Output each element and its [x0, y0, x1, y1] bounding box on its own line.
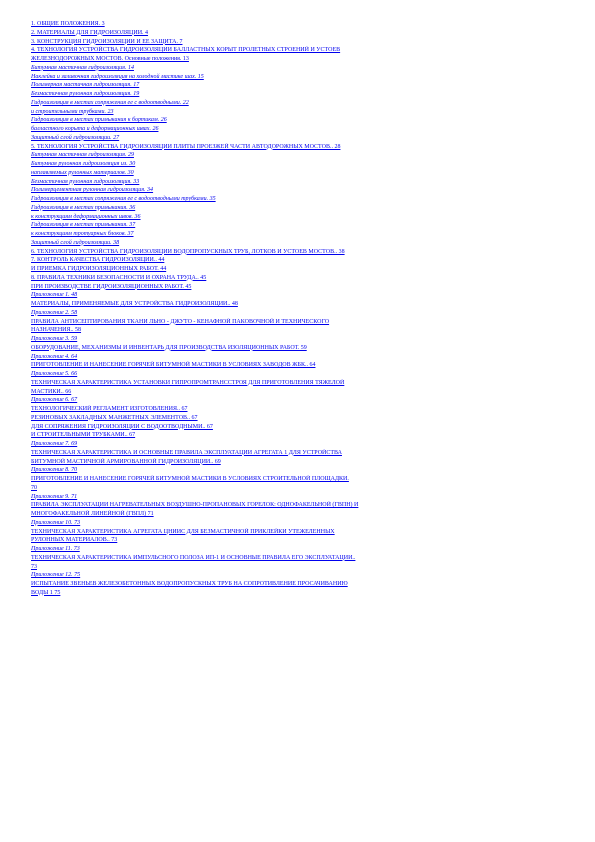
toc-entry — [31, 466, 571, 475]
toc-section-link[interactable]: ПРИГОТОВЛЕНИЕ И НАНЕСЕНИЕ ГОРЯЧЕЙ БИТУМНОЙ МАСТИКИ В УСЛОВИЯХ СТРОИТЕЛЬНОЙ ПЛОЩАДКИ. — [31, 476, 349, 482]
toc-subsection-link[interactable]: Приложение 3. 59 — [31, 336, 78, 342]
toc-entry — [31, 414, 571, 423]
toc-subsection-link[interactable]: Приложение 12. 75 — [31, 572, 81, 579]
toc-section-link[interactable]: МАТЕРИАЛЫ, ПРИМЕНЯЕМЫЕ ДЛЯ УСТРОЙСТВА ГИДРОИЗОЛЯЦИИ.. 48 — [31, 301, 238, 307]
toc-subsection-link[interactable]: Наклейка и заливочная гидроизоляция на холодной мастике шах. 15 — [31, 73, 204, 80]
toc-subsection-link[interactable]: к конструкциям деформационных швов. 36 — [31, 213, 141, 220]
toc-section-link[interactable]: 7. КОНТРОЛЬ КАЧЕСТВА ГИДРОИЗОЛЯЦИИ.. 44 — [31, 257, 165, 264]
toc-entry — [31, 309, 571, 318]
toc-entry — [31, 178, 571, 187]
toc-section-link[interactable]: БИТУМНОЙ МАСТИЧНОЙ АРМИРОВАННОЙ ГИДРОИЗОЛЯЦИИ.. 69 — [31, 458, 221, 465]
toc-subsection-link[interactable]: и строительными трубками. 23 — [31, 108, 114, 115]
toc-entry — [31, 589, 571, 598]
toc-subsection-link[interactable]: Приложение 11. 73 — [31, 546, 80, 552]
toc-subsection-link[interactable]: Приложение 5. 66 — [31, 371, 78, 377]
toc-section-link[interactable]: РЕЗИНОВЫХ ЗАКЛАДНЫХ МАНЖЕТНЫХ ЭЛЕМЕНТОВ.. 67 — [31, 414, 198, 421]
toc-subsection-link[interactable]: Приложение 10. 73 — [31, 519, 81, 526]
toc-section-link[interactable]: ПРИГОТОВЛЕНИЕ И НАНЕСЕНИЕ ГОРЯЧЕЙ БИТУМНОЙ МАСТИКИ В УСЛОВИЯХ ЗАВОДОВ ЖБК.. 64 — [31, 362, 316, 369]
toc-section-link[interactable]: 4. ТЕХНОЛОГИЯ УСТРОЙСТВА ГИДРОИЗОЛЯЦИИ БАЛЛАСТНЫХ КОРЫТ ПРОЛЕТНЫХ СТРОЕНИЙ И УСТОЕВ — [31, 47, 341, 54]
toc-entry — [31, 379, 571, 388]
toc-subsection-link[interactable]: Гидроизоляция в местах сопряжения ее с водоотводными трубками. 35 — [31, 196, 216, 202]
toc-entry — [31, 55, 571, 64]
toc-entry — [31, 396, 571, 405]
toc-entry — [31, 256, 571, 265]
toc-entry — [31, 353, 571, 362]
toc-section-link[interactable]: ТЕХНИЧЕСКАЯ ХАРАКТЕРИСТИКА АГРЕГАТА ЦНИИС ДЛЯ БЕЗМАСТИЧНОЙ ПРИКЛЕЙКИ УТЕЖЕЛЕННЫХ — [31, 528, 335, 535]
toc-section-link[interactable]: ТЕХНИЧЕСКАЯ ХАРАКТЕРИСТИКА ИМПУЛЬСНОГО ПОЛОЗА ИП-1 И ОСНОВНЫЕ ПРАВИЛА ЕГО ЭКСПЛУАТАЦИИ.. — [31, 554, 356, 561]
toc-entry — [31, 20, 571, 29]
toc-entry — [31, 501, 571, 510]
toc-subsection-link[interactable]: Защитный слой гидроизоляции. 38 — [31, 239, 120, 246]
toc-section-link[interactable]: ОБОРУДОВАНИЕ, МЕХАНИЗМЫ И ИНВЕНТАРЬ ДЛЯ ПРОИЗВОДСТВА ИЗОЛЯЦИОННЫХ РАБОТ. 59 — [31, 344, 307, 351]
toc-entry — [31, 90, 571, 99]
toc-entry — [31, 64, 571, 73]
toc-entry — [31, 160, 571, 169]
toc-section-link[interactable]: ПРАВИЛА АНТИСЕПТИРОВАНИЯ ТКАНИ ЛЬНО - ДЖУТО - КЕНАФНОЙ ПАКОВОЧНОЙ И ТЕХНИЧЕСКОГО — [31, 318, 330, 325]
toc-section-link[interactable]: ПРАВИЛА ЭКСПЛУАТАЦИИ НАГРЕВАТЕЛЬНЫХ ВОЗДУШНО-ПРОПАНОВЫХ ГОРЕЛОК: ОДНОФАКЕЛЬНОЙ (ГВПН) И — [31, 502, 359, 509]
toc-subsection-link[interactable]: Приложение 6. 67 — [31, 397, 78, 404]
toc-subsection-link[interactable]: Защитный слой гидроизоляции. 27 — [31, 134, 120, 141]
toc-subsection-link[interactable]: Полимерцементная рулонная гидроизоляция. 34 — [31, 187, 154, 194]
toc-section-link[interactable]: 2. МАТЕРИАЛЫ ДЛЯ ГИДРОИЗОЛЯЦИИ. 4 — [31, 29, 149, 36]
toc-entry — [31, 108, 571, 117]
toc-subsection-link[interactable]: Полимерная мастичная гидроизоляция. 17 — [31, 82, 140, 89]
toc-section-link[interactable]: 8. ПРАВИЛА ТЕХНИКИ БЕЗОПАСНОСТИ И ОХРАНА ТРУДА.. 45 — [31, 274, 207, 281]
toc-subsection-link[interactable]: Гидроизоляция в местах примыкания. 36 — [31, 204, 136, 211]
toc-entry — [31, 580, 571, 589]
toc-section-link[interactable]: 3. КОНСТРУКЦИЯ ГИДРОИЗОЛЯЦИИ И ЕЕ ЗАЩИТА. 7 — [31, 38, 183, 45]
toc-entry — [31, 99, 571, 108]
toc-entry — [31, 361, 571, 370]
toc-entry — [31, 519, 571, 528]
toc-entry — [31, 326, 571, 335]
toc-subsection-link[interactable]: Приложение 8. 70 — [31, 467, 78, 474]
toc-entry — [31, 475, 571, 484]
toc-entry — [31, 230, 571, 239]
toc-section-link[interactable]: НАЗНАЧЕНИЯ.. 58 — [31, 327, 82, 334]
toc-section-link[interactable]: ИСПЫТАНИЕ ЗВЕНЬЕВ ЖЕЛЕЗОБЕТОННЫХ ВОДОПРОПУСКНЫХ ТРУБ НА СОПРОТИВЛЕНИЕ ПРОСАЧИВАНИЮ — [31, 581, 348, 587]
toc-section-link[interactable]: И ПРИЕМКА ГИДРОИЗОЛЯЦИОННЫХ РАБОТ. 44 — [31, 266, 167, 272]
toc-entry — [31, 528, 571, 537]
toc-subsection-link[interactable]: Битумная мастичная гидроизоляция. 29 — [31, 152, 134, 159]
table-of-contents — [31, 20, 571, 598]
toc-entry — [31, 38, 571, 47]
toc-entry — [31, 440, 571, 449]
toc-entry — [31, 248, 571, 257]
toc-subsection-link[interactable]: Гидроизоляция в местах сопряжения ее с водоотводными. 22 — [31, 99, 189, 106]
toc-entry — [31, 563, 571, 572]
toc-entry — [31, 571, 571, 580]
toc-entry — [31, 510, 571, 519]
toc-subsection-link[interactable]: Безмастичная рулонная гидроизоляция. 19 — [31, 91, 140, 97]
toc-entry — [31, 545, 571, 554]
toc-section-link[interactable]: 73 — [31, 563, 37, 570]
toc-subsection-link[interactable]: балластного корыта и деформационных швах. 26 — [31, 126, 159, 132]
toc-entry — [31, 125, 571, 134]
toc-section-link[interactable]: 6. ТЕХНОЛОГИЯ УСТРОЙСТВА ГИДРОИЗОЛЯЦИИ ВОДОПРОПУСКНЫХ ТРУБ, ЛОТКОВ И УСТОЕВ МОСТОВ.. 38 — [31, 248, 345, 255]
toc-subsection-link[interactable]: Приложение 7. 69 — [31, 441, 78, 447]
toc-entry — [31, 449, 571, 458]
toc-entry — [31, 186, 571, 195]
toc-entry — [31, 431, 571, 440]
toc-entry — [31, 291, 571, 300]
toc-subsection-link[interactable]: Гидроизоляция в местах примыкания. 37 — [31, 222, 136, 229]
toc-entry — [31, 143, 571, 152]
toc-section-link[interactable]: 70 — [31, 484, 37, 491]
toc-section-link[interactable]: ТЕХНИЧЕСКАЯ ХАРАКТЕРИСТИКА УСТАНОВКИ ГИПРОПРОМТРАНССТРОЯ ДЛЯ ПРИГОТОВЛЕНИЯ ТЯЖЕЛОЙ — [31, 379, 345, 386]
toc-entry — [31, 388, 571, 397]
toc-section-link[interactable]: ЖЕЛЕЗНОДОРОЖНЫХ МОСТОВ. Основные положения. 13 — [31, 56, 189, 62]
toc-subsection-link[interactable]: Битумная рулонная гидроизоляция из. 30 — [31, 161, 136, 167]
toc-section-link[interactable]: МАСТИКИ.. 66 — [31, 388, 72, 395]
toc-section-link[interactable]: 5. ТЕХНОЛОГИЯ УСТРОЙСТВА ГИДРОИЗОЛЯЦИИ ПЛИТЫ ПРОЕЗЖЕЙ ЧАСТИ АВТОДОРОЖНЫХ МОСТОВ.. 28 — [31, 143, 341, 150]
toc-subsection-link[interactable]: Гидроизоляция в местах примыкания к бортикам. 26 — [31, 117, 167, 124]
toc-entry — [31, 239, 571, 248]
toc-entry — [31, 300, 571, 309]
toc-entry — [31, 81, 571, 90]
toc-section-link[interactable]: МНОГОФАКЕЛЬНОЙ ЛИНЕЙНОЙ (ГВПЛ) 71 — [31, 511, 154, 517]
toc-subsection-link[interactable]: Приложение 4. 64 — [31, 353, 78, 360]
toc-section-link[interactable]: ВОДЫ 1 75 — [31, 589, 61, 596]
toc-entry — [31, 29, 571, 38]
toc-subsection-link[interactable]: Битумная мастичная гидроизоляция. 14 — [31, 64, 134, 71]
toc-subsection-link[interactable]: Безмастичная рулонная гидроизоляция. 33 — [31, 178, 140, 185]
toc-section-link[interactable]: 1. ОБЩИЕ ПОЛОЖЕНИЯ. 3 — [31, 21, 105, 27]
toc-subsection-link[interactable]: к конструкциям тротуарных блоков. 37 — [31, 231, 134, 237]
toc-entry — [31, 318, 571, 327]
toc-entry — [31, 169, 571, 178]
toc-section-link[interactable]: ПРИ ПРОИЗВОДСТВЕ ГИДРОИЗОЛЯЦИОННЫХ РАБОТ. 45 — [31, 283, 192, 290]
toc-entry — [31, 134, 571, 143]
toc-entry — [31, 195, 571, 204]
toc-section-link[interactable]: ДЛЯ СОПРЯЖЕНИЯ ГИДРОИЗОЛЯЦИИ С ВОДООТВОДНЫМИ.. 67 — [31, 423, 213, 430]
toc-entry — [31, 423, 571, 432]
toc-subsection-link[interactable]: Приложение 1. 48 — [31, 292, 78, 299]
toc-entry — [31, 73, 571, 82]
toc-entry — [31, 204, 571, 213]
toc-section-link[interactable]: РУЛОННЫХ МАТЕРИАЛОВ.. 73 — [31, 537, 118, 544]
toc-section-link[interactable]: ТЕХНОЛОГИЧЕСКИЙ РЕГЛАМЕНТ ИЗГОТОВЛЕНИЯ.. 67 — [31, 406, 188, 412]
toc-entry — [31, 335, 571, 344]
toc-entry — [31, 554, 571, 563]
toc-entry — [31, 221, 571, 230]
toc-entry — [31, 344, 571, 353]
toc-subsection-link[interactable]: Приложение 2. 58 — [31, 309, 78, 316]
toc-entry — [31, 405, 571, 414]
toc-entry — [31, 116, 571, 125]
toc-entry — [31, 46, 571, 55]
toc-subsection-link[interactable]: наплавляемых рулонных материалов. 30 — [31, 169, 134, 176]
toc-entry — [31, 493, 571, 502]
toc-entry — [31, 458, 571, 467]
toc-entry — [31, 151, 571, 160]
toc-entry — [31, 484, 571, 493]
toc-entry — [31, 265, 571, 274]
toc-section-link[interactable]: И СТРОИТЕЛЬНЫМИ ТРУБКАМИ.. 67 — [31, 432, 136, 439]
toc-entry — [31, 274, 571, 283]
toc-subsection-link[interactable]: Приложение 9. 71 — [31, 493, 78, 500]
toc-entry — [31, 283, 571, 292]
toc-entry — [31, 370, 571, 379]
toc-entry — [31, 536, 571, 545]
toc-section-link[interactable]: ТЕХНИЧЕСКАЯ ХАРАКТЕРИСТИКА И ОСНОВНЫЕ ПРАВИЛА ЭКСПЛУАТАЦИИ АГРЕГАТА 1 ДЛЯ УСТРОЙСТВА — [31, 449, 342, 456]
toc-entry — [31, 213, 571, 222]
